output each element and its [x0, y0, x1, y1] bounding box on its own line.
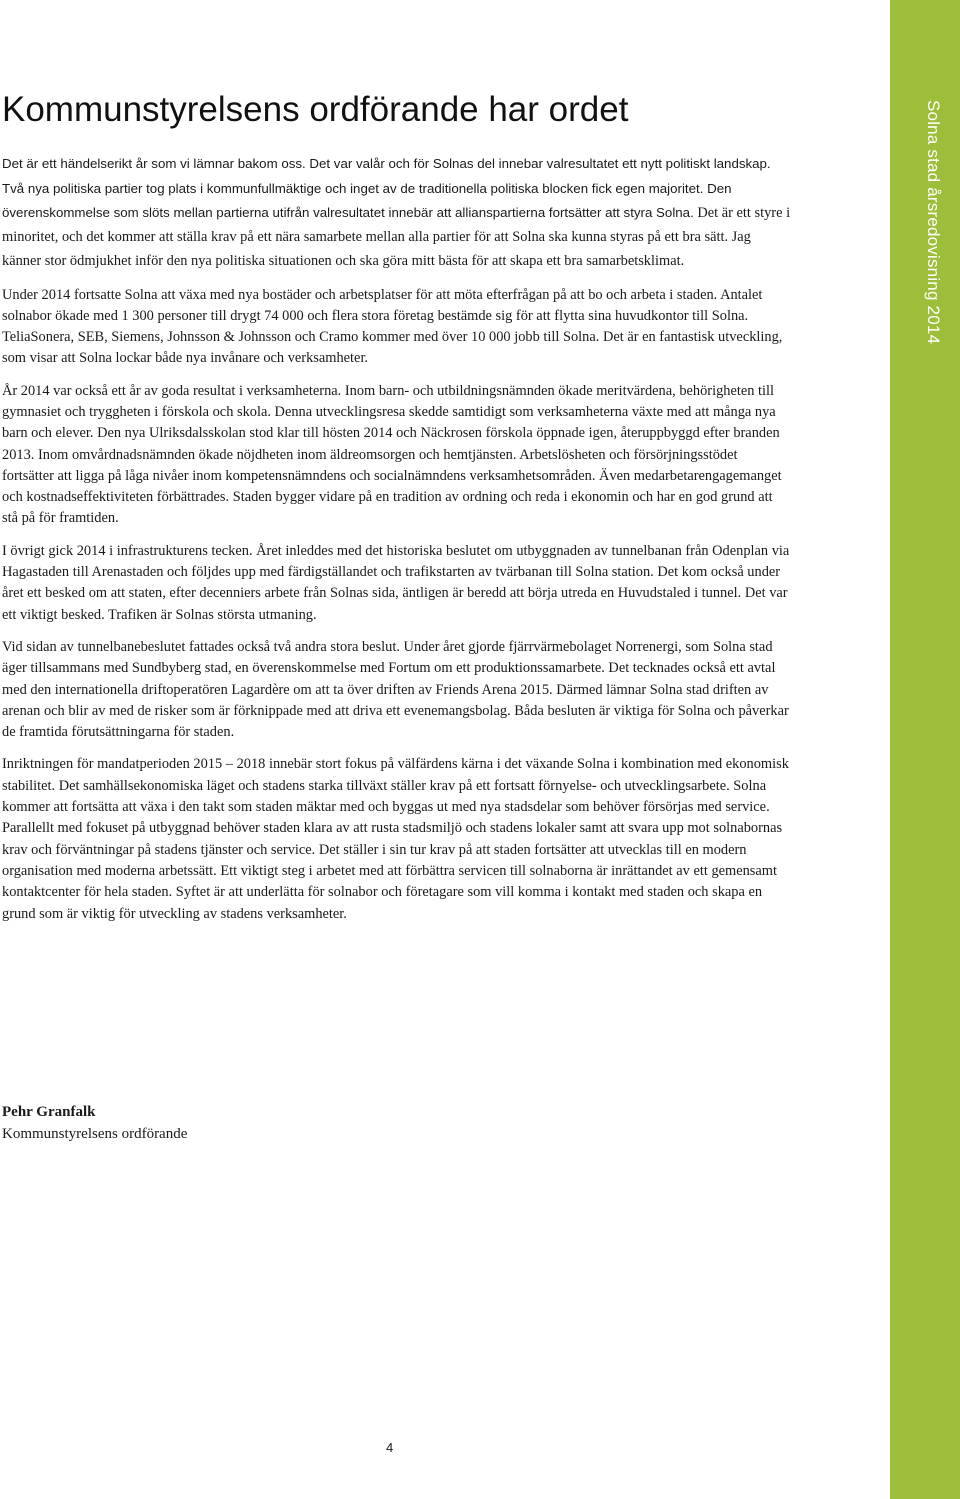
paragraph-4: I övrigt gick 2014 i infrastrukturens tecken. Året inleddes med det historiska beslutet om utbyggnaden av tunnelbanan från Odenplan via Hagastaden till Arenastaden och följdes upp med färdigställandet och trafikstarten av tvärbanan till Solna station. Det kom också under året ett besked om att staten, efter decenniers arbete från Solnas sida, äntligen är beredd att börja utreda en Huvudstaled i tunnel. Det var ett viktigt besked. Trafiken är Solnas största utmaning.: [2, 542, 790, 623]
paragraph-1-part-1: Det är ett händelserikt år som vi lämnar bakom oss. Det var valår och för Solnas del innebar valresultatet ett nytt politiskt landskap. Två nya politiska partier tog plats i kommunfullmäktige och inget av de traditionella politiska blocken fick egen majoritet. Den överenskommelse som slöts mellan partierna utifrån valresultatet innebär att allianspartierna fortsätter att styra Solna.: [2, 156, 771, 221]
signature: [2, 1101, 187, 1145]
page-number: 4: [386, 1440, 394, 1455]
page-title: Kommunstyrelsens ordförande har ordet: [2, 90, 629, 129]
paragraph-6: Inriktningen för mandatperioden 2015 – 2018 innebär stort fokus på välfärdens kärna i det växande Solna i kombination med ekonomisk stabilitet. Det samhällsekonomiska läget och stadens starka tillväxt ställer krav på ett fortsatt förnyelse- och utvecklingsarbete. Solna kommer att fortsätta att växa i den takt som staden mäktar med och byggas ut med nya stadsdelar som behöver försörjas med service. Parallellt med fokuset på utbyggnad behöver staden klara av att rusta stadsmiljö och stadens lokaler samt att svara upp mot solnabornas krav och förväntningar på stadens tjänster och service. Det ställer i sin tur krav på att staden fortsätter att utvecklas till en modern organisation med moderna arbetssätt. Ett viktigt steg i arbetet med att förbättra servicen till solnaborna är inrättandet av ett gemensamt kontaktcenter för hela staden. Syftet är att underlätta för solnabor och företagare som vill komma i kontakt med staden och skapa en grund som är viktig för utveckling av stadens verksamheter.: [2, 756, 789, 922]
body-text: [2, 152, 792, 925]
paragraph-1-part-2: Det är ett styre i minoritet, och det kommer att ställa krav på ett nära samarbete mellan alla partier för att Solna ska kunna styras på ett bra sätt. Jag känner stor ödmjukhet inför den nya politiska situationen och ska göra mitt bästa för att skapa ett bra samarbetsklimat.: [2, 205, 791, 269]
paragraph-2: Under 2014 fortsatte Solna att växa med nya bostäder och arbetsplatser för att möta efterfrågan på att bo och arbeta i staden. Antalet solnabor ökade med 1 300 personer till drygt 74 000 och flera stora företag bestämde sig för att flytta sina huvudkontor till Solna. TeliaSonera, SEB, Siemens, Johnsson & Johnsson och Cramo kommer med över 10 000 jobb till Solna. Det är en fantastisk utveckling, som visar att Solna lockar både nya invånare och verksamheter.: [2, 286, 783, 367]
paragraph-3: År 2014 var också ett år av goda resultat i verksamheterna. Inom barn- och utbildningsnämnden ökade meritvärdena, behörigheten till gymnasiet och tryggheten i förskola och skola. Denna utvecklingsresa skedde samtidigt som verksamheterna växte med att många nya barn och elever. Den nya Ulriksdalsskolan stod klar till hösten 2014 och Näckrosen förskola öppnade igen, återuppbyggd efter branden 2013. Inom omvårdnadsnämnden ökade nöjdheten inom äldreomsorgen och hemtjänsten. Arbetslösheten och försörjningsstödet fortsätter att ligga på låga nivåer inom kompetensnämndens och socialnämndens verksamhetsområden. Även medarbetarengagemanget och kostnadseffektiviteten förbättrades. Staden bygger vidare på en tradition av ordning och reda i ekonomin och har en god grund att stå på för framtiden.: [2, 382, 782, 527]
signature-role: Kommunstyrelsens ordförande: [2, 1126, 188, 1142]
paragraph-1: [2, 152, 792, 274]
paragraph-5: Vid sidan av tunnelbanebeslutet fattades också två andra stora beslut. Under året gjorde fjärrvärmebolaget Norrenergi, som Solna stad äger tillsammans med Sundbyberg stad, en överenskommelse med Fortum om ett produktionssamarbete. Det tecknades också ett avtal med den internationella driftoperatören Lagardère om att ta över driften av Friends Arena 2015. Därmed lämnar Solna stad driften av arenan och blir av med de risker som är förknippade med att driva ett evenemangsbolag. Båda besluten är viktiga för Solna och påverkar de framtida förutsättningarna för staden.: [2, 638, 789, 741]
signature-name: Pehr Granfalk: [2, 1104, 96, 1120]
sidebar-title: Solna stad årsredovisning 2014: [924, 100, 943, 345]
